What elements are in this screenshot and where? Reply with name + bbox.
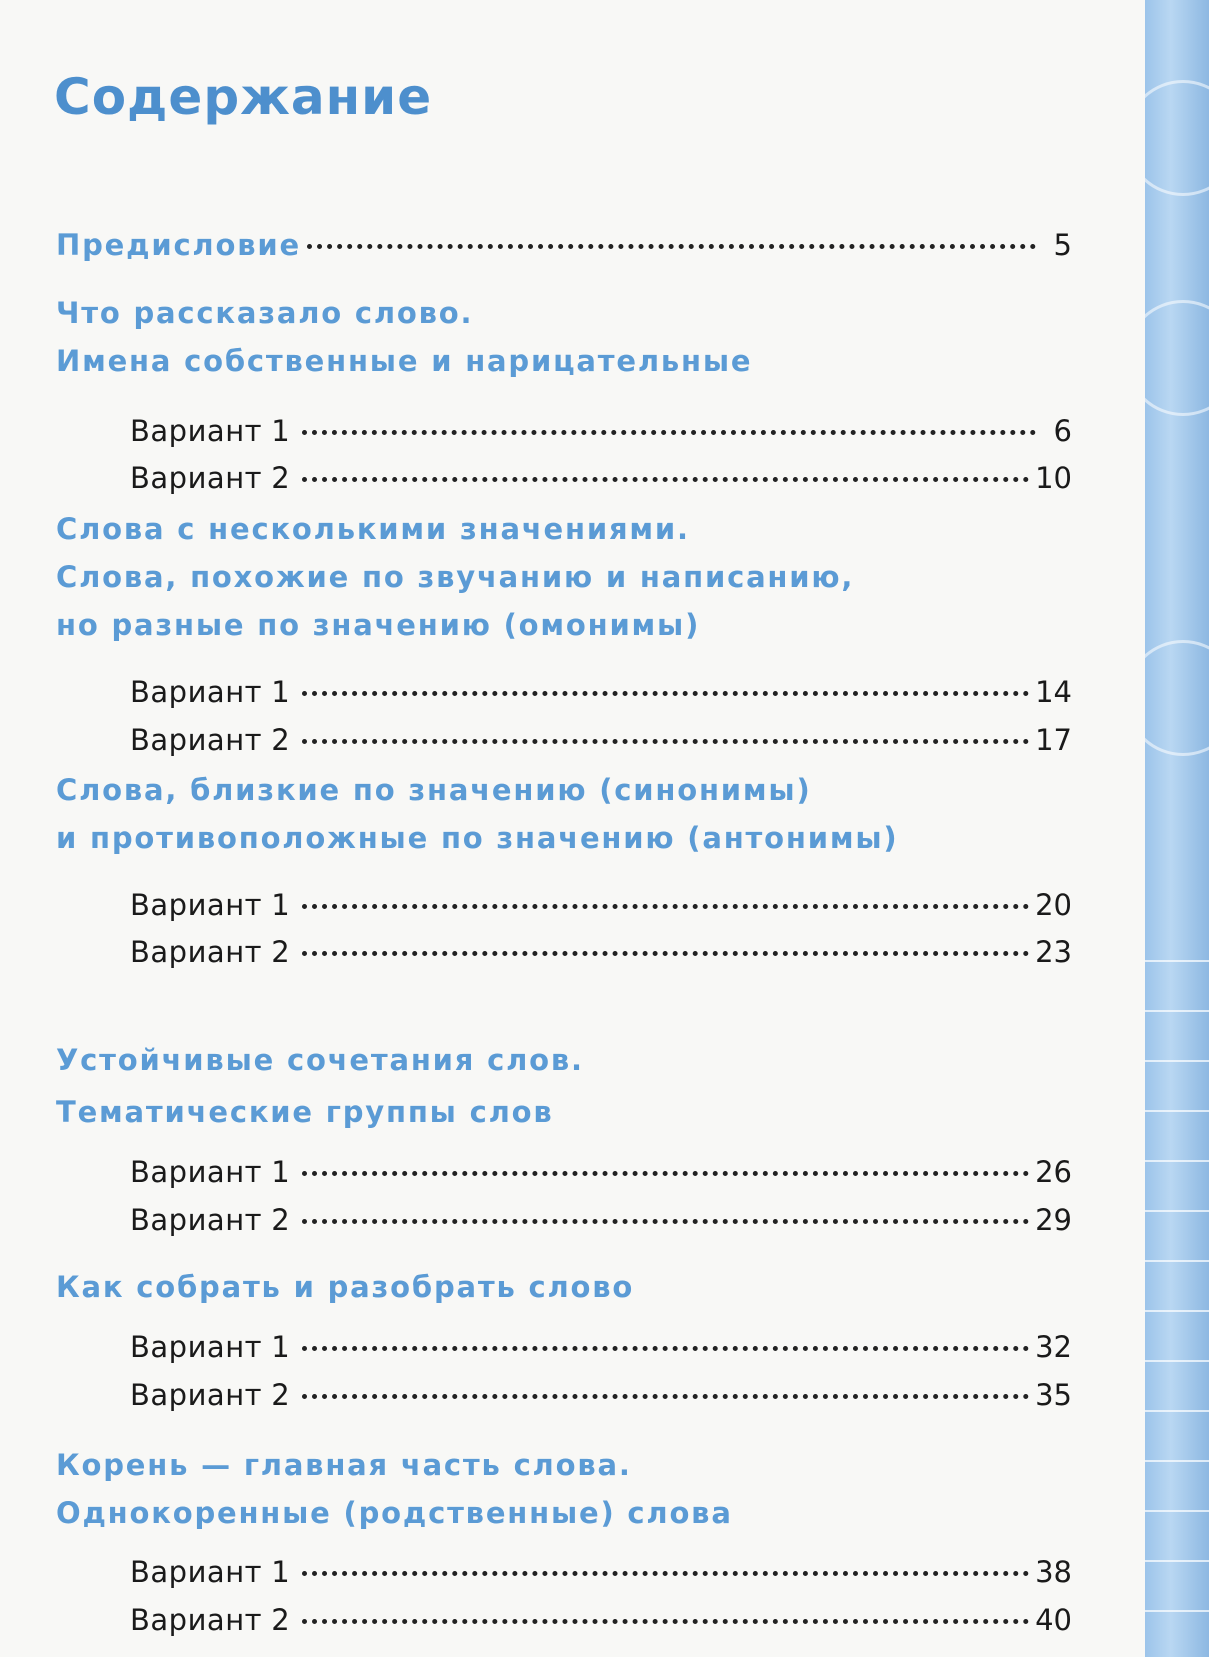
variant-label: Вариант [130, 414, 263, 448]
variant-label: Вариант [130, 1155, 263, 1189]
section-heading: Слова, близкие по значению (синонимы) [56, 773, 812, 807]
toc-page-number: 14 [1035, 675, 1072, 709]
toc-entry-variant [130, 723, 1072, 763]
dot-leader [302, 1171, 1029, 1176]
variant-number: 2 [271, 1378, 290, 1412]
dot-leader [302, 1571, 1029, 1576]
section-heading: Слова, похожие по звучанию и написанию, [56, 560, 855, 594]
dot-leader [302, 951, 1029, 956]
section-heading: Устойчивые сочетания слов. [56, 1043, 584, 1077]
section-heading: но разные по значению (омонимы) [56, 608, 701, 642]
dot-leader [302, 477, 1029, 482]
toc-entry-variant [130, 1330, 1072, 1370]
toc-entry-variant [130, 1155, 1072, 1195]
variant-number: 1 [271, 414, 290, 448]
toc-page-number: 32 [1035, 1330, 1072, 1364]
variant-label: Вариант [130, 1555, 263, 1589]
toc-entry-variant [130, 888, 1072, 928]
toc-page-number: 20 [1035, 888, 1072, 922]
section-heading: Однокоренные (родственные) слова [56, 1496, 733, 1530]
decorative-side-strip [1145, 0, 1209, 1657]
toc-page-number: 17 [1035, 723, 1072, 757]
variant-label: Вариант [130, 935, 263, 969]
section-heading: Корень — главная часть слова. [56, 1448, 632, 1482]
section-heading: Имена собственные и нарицательные [56, 344, 753, 378]
variant-number: 1 [271, 1555, 290, 1589]
section-heading: Тематические группы слов [56, 1095, 554, 1129]
toc-page-number: 10 [1035, 461, 1072, 495]
variant-label: Вариант [130, 888, 263, 922]
toc-entry-preface [56, 228, 1072, 268]
toc-entry-variant [130, 461, 1072, 501]
toc-entry-variant [130, 935, 1072, 975]
variant-number: 2 [271, 461, 290, 495]
toc-page-number: 6 [1053, 414, 1072, 448]
toc-page-number: 40 [1035, 1603, 1072, 1637]
dot-leader [302, 739, 1029, 744]
variant-label: Вариант [130, 1203, 263, 1237]
variant-label: Вариант [130, 461, 263, 495]
variant-number: 1 [271, 1330, 290, 1364]
section-heading: Как собрать и разобрать слово [56, 1270, 635, 1304]
dot-leader [302, 691, 1029, 696]
toc-page-number: 23 [1035, 935, 1072, 969]
variant-label: Вариант [130, 1603, 263, 1637]
toc-page-number: 29 [1035, 1203, 1072, 1237]
dot-leader [302, 904, 1029, 909]
toc-entry-variant [130, 414, 1072, 454]
toc-entry-variant [130, 1378, 1072, 1418]
toc-page-number: 35 [1035, 1378, 1072, 1412]
toc-page-number: 38 [1035, 1555, 1072, 1589]
toc-page-number: 5 [1053, 228, 1072, 262]
variant-number: 1 [271, 1155, 290, 1189]
toc-entry-variant [130, 1555, 1072, 1595]
section-heading: и противоположные по значению (антонимы) [56, 821, 899, 855]
variant-number: 1 [271, 888, 290, 922]
variant-number: 2 [271, 723, 290, 757]
variant-label: Вариант [130, 1330, 263, 1364]
dot-leader [302, 1394, 1029, 1399]
variant-number: 1 [271, 675, 290, 709]
variant-number: 2 [271, 935, 290, 969]
toc-entry-variant [130, 1203, 1072, 1243]
variant-label: Вариант [130, 675, 263, 709]
variant-number: 2 [271, 1203, 290, 1237]
variant-label: Вариант [130, 1378, 263, 1412]
variant-number: 2 [271, 1603, 290, 1637]
dot-leader [302, 1219, 1029, 1224]
dot-leader [302, 1346, 1029, 1351]
page-title: Содержание [54, 68, 433, 126]
toc-entry-variant [130, 675, 1072, 715]
toc-entry-label: Предисловие [56, 228, 301, 262]
section-heading: Слова с несколькими значениями. [56, 512, 690, 546]
toc-page-number: 26 [1035, 1155, 1072, 1189]
dot-leader [302, 1619, 1029, 1624]
section-heading: Что рассказало слово. [56, 296, 474, 330]
dot-leader [302, 430, 1036, 435]
variant-label: Вариант [130, 723, 263, 757]
toc-entry-variant [130, 1603, 1072, 1643]
dot-leader [307, 244, 1036, 249]
